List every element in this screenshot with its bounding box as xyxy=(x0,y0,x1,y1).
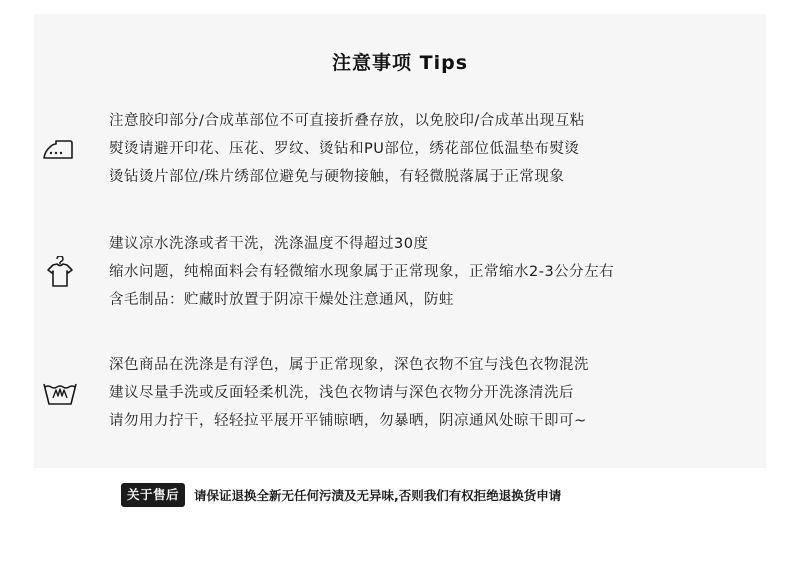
after-sales-note: 请保证退换全新无任何污渍及无异味,否则我们有权拒绝退换货申请 xyxy=(194,488,562,503)
hand-wash-icon xyxy=(40,378,80,408)
hanging-shirt-icon xyxy=(40,256,80,286)
care-line: 烫钻烫片部位/珠片绣部位避免与硬物接触，有轻微脱落属于正常现象 xyxy=(109,169,565,185)
care-line: 注意胶印部分/合成革部位不可直接折叠存放，以免胶印/合成革出现互粘 xyxy=(109,113,585,129)
iron-icon xyxy=(40,136,80,166)
care-line: 含毛制品：贮藏时放置于阴凉干燥处注意通风，防蛀 xyxy=(109,292,454,308)
page-title: 注意事项 Tips xyxy=(332,52,468,74)
care-line: 建议尽量手洗或反面轻柔机洗，浅色衣物请与深色衣物分开洗涤清洗后 xyxy=(109,385,574,401)
care-line: 请勿用力拧干，轻轻拉平展开平铺晾晒，勿暴晒，阴凉通风处晾干即可~ xyxy=(109,413,587,429)
after-sales-badge: 关于售后 xyxy=(121,483,185,507)
care-line: 建议凉水洗涤或者干洗，洗涤温度不得超过30度 xyxy=(109,236,429,252)
care-line: 缩水问题，纯棉面料会有轻微缩水现象属于正常现象，正常缩水2-3公分左右 xyxy=(109,264,615,280)
after-sales-notice xyxy=(121,482,561,508)
care-line: 熨烫请避开印花、压花、罗纹、烫钻和PU部位，绣花部位低温垫布熨烫 xyxy=(109,141,580,157)
care-line: 深色商品在洗涤是有浮色，属于正常现象，深色衣物不宜与浅色衣物混洗 xyxy=(109,357,589,373)
